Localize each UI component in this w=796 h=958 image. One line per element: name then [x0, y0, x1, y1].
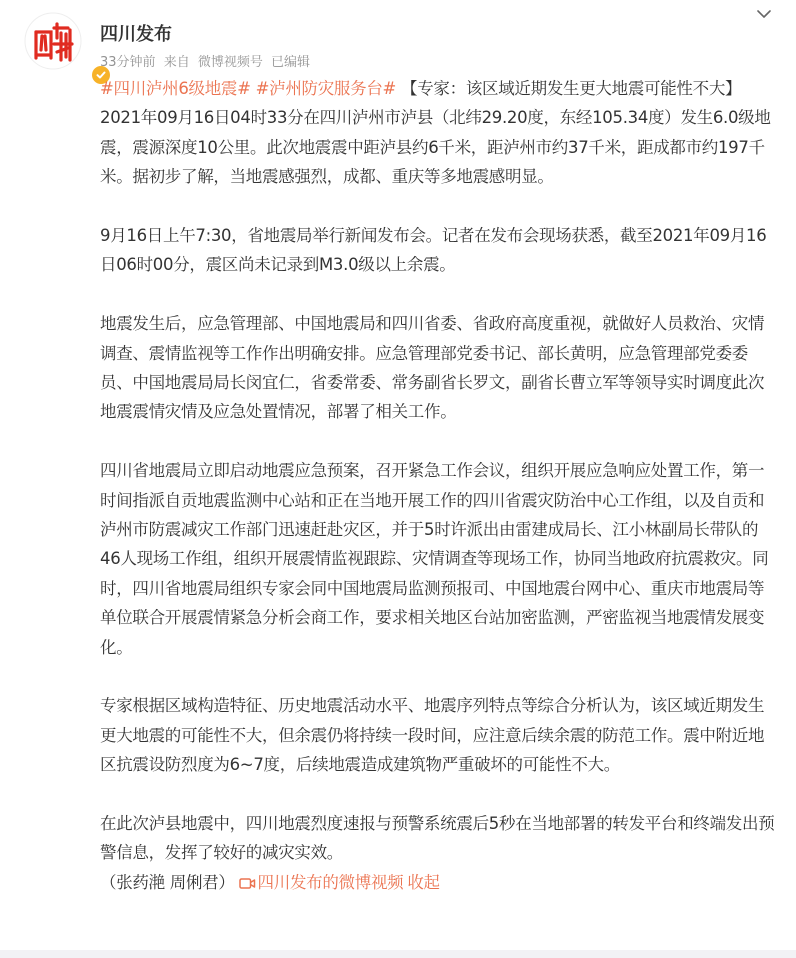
divider	[0, 950, 796, 958]
edited-label[interactable]: 已编辑	[271, 55, 311, 70]
post-time[interactable]: 33分钟前	[100, 55, 156, 70]
collapse-button[interactable]: 收起	[407, 872, 440, 892]
topic-link[interactable]: #四川泸州6级地震#	[100, 79, 251, 98]
chevron-down-icon[interactable]	[754, 6, 774, 22]
source-link[interactable]: 微博视频号	[197, 55, 263, 70]
topic-link[interactable]: #泸州防灾服务台#	[255, 79, 397, 98]
paragraph-1	[100, 74, 776, 192]
avatar[interactable]	[24, 12, 82, 70]
post-meta	[100, 51, 314, 70]
source-prefix: 来自	[163, 55, 190, 70]
video-link[interactable]: 四川发布的微博视频	[257, 872, 404, 892]
account-name[interactable]: 四川发布	[100, 24, 172, 45]
byline: （张药滟 周俐君）	[100, 872, 235, 892]
paragraph-5: 专家根据区域构造特征、历史地震活动水平、地震序列特点等综合分析认为，该区域近期发生更大地震的可能性不大，但余震仍将持续一段时间，应注意后续余震的防范工作。震中附近地区抗震设防烈度为6~7度，后续地震造成建筑物严重破坏的可能性不大。	[100, 696, 765, 775]
paragraph-2: 9月16日上午7:30，省地震局举行新闻发布会。记者在发布会现场获悉，截至2021年09月16日06时00分，震区尚未记录到M3.0级以上余震。	[100, 226, 767, 275]
post-content	[100, 74, 776, 899]
paragraph-text: 在此次泸县地震中，四川地震烈度速报与预警系统震后5秒在当地部署的转发平台和终端发出预警信息，发挥了较好的减灾实效。	[100, 814, 775, 863]
video-camera-icon	[239, 870, 256, 899]
paragraph-3: 地震发生后，应急管理部、中国地震局和四川省委、省政府高度重视，就做好人员救治、灾情调查、震情监视等工作作出明确安排。应急管理部党委书记、部长黄明，应急管理部党委委员、中国地震局局长闵宜仁，省委常委、常务副省长罗文，副省长曹立军等领导实时调度此次地震震情灾情及应急处置情况，部署了相关工作。	[100, 314, 765, 422]
paragraph-text: 【专家：该区域近期发生更大地震可能性不大】2021年09月16日04时33分在四川泸州市泸县（北纬29.20度，东经105.34度）发生6.0级地震，震源深度10公里。此次地震震中距泸县约6千米，距泸州市约37千米，距成都市约197千米。据初步了解，当地震感强烈，成都、重庆等多地震感明显。	[100, 79, 771, 187]
paragraph-4: 四川省地震局立即启动地震应急预案，召开紧急工作会议，组织开展应急响应处置工作，第一时间指派自贡地震监测中心站和正在当地开展工作的四川省震灾防治中心工作组，以及自贡和泸州市防震减灾工作部门迅速赶赴灾区，并于5时许派出由雷建成局长、江小林副局长带队的46人现场工作组，组织开展震情监视跟踪、灾情调查等现场工作，协同当地政府抗震救灾。同时，四川省地震局组织专家会同中国地震局监测预报司、中国地震台网中心、重庆市地震局等单位联合开展震情紧急分析会商工作，要求相关地区台站加密监测，严密监视当地震情发展变化。	[100, 461, 769, 657]
paragraph-6	[100, 809, 776, 899]
